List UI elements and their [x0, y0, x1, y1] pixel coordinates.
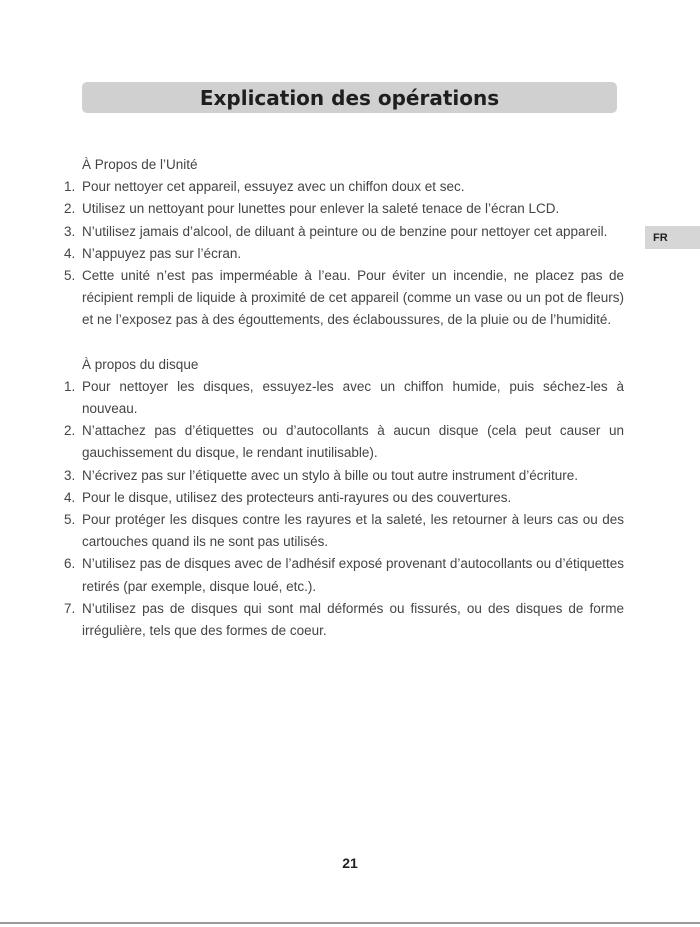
list-item: [64, 176, 624, 198]
list-item: [64, 553, 624, 597]
list-text: Cette unité n’est pas imperméable à l’eau. Pour éviter un incendie, ne placez pas de récipient rempli de liquide à proximité de cet appareil (comme un vase ou un pot de fleurs) et ne l’exposez pas à des égouttements, des éclaboussures, de la pluie ou de l’humidité.: [82, 268, 624, 328]
disc-care-list: [64, 376, 624, 642]
list-number: 6.: [64, 556, 76, 572]
list-item: [64, 376, 624, 420]
list-number: 3.: [64, 223, 76, 239]
language-tab-label: FR: [653, 231, 668, 244]
list-text: N’utilisez pas de disques avec de l’adhésif exposé provenant d’autocollants ou d’étiquettes retirés (par exemple, disque loué, etc.).: [82, 556, 624, 594]
list-number: 4.: [64, 489, 76, 505]
page-title: Explication des opérations: [199, 85, 500, 110]
list-item: [64, 509, 624, 553]
list-item: [64, 487, 624, 509]
bottom-divider: [0, 922, 700, 924]
instructions-content: [64, 154, 624, 642]
list-text: N’appuyez pas sur l’écran.: [82, 245, 242, 261]
list-item: [64, 598, 624, 642]
list-text: N’écrivez pas sur l’étiquette avec un stylo à bille ou tout autre instrument d’écriture.: [82, 467, 578, 483]
list-text: Pour nettoyer les disques, essuyez-les avec un chiffon humide, puis séchez-les à nouveau.: [82, 378, 624, 417]
section-heading-unit: À Propos de l’Unité: [82, 157, 198, 172]
list-text: Utilisez un nettoyant pour lunettes pour enlever la saleté tenace de l’écran LCD.: [82, 201, 560, 217]
list-number: 1.: [64, 179, 76, 195]
list-number: 3.: [64, 467, 76, 483]
list-number: 4.: [64, 245, 76, 261]
language-tab: [645, 226, 700, 249]
list-number: 5.: [64, 268, 76, 284]
list-text: Pour nettoyer cet appareil, essuyez avec un chiffon doux et sec.: [82, 179, 465, 195]
list-item: [64, 221, 624, 243]
list-item: [64, 198, 624, 220]
section-spacer: [64, 332, 624, 354]
list-item: [64, 243, 624, 265]
list-number: 1.: [64, 378, 76, 394]
list-text: N’utilisez pas de disques qui sont mal déformés ou fissurés, ou des disques de forme irrégulière, tels que des formes de coeur.: [82, 600, 624, 639]
unit-care-list: [64, 176, 624, 331]
list-text: N’attachez pas d’étiquettes ou d’autocollants à aucun disque (cela peut causer un gauchissement du disque, le rendant inutilisable).: [82, 423, 624, 461]
section-heading-disc: À propos du disque: [82, 356, 199, 372]
list-text: Pour protéger les disques contre les rayures et la saleté, les retourner à leurs cas ou des cartouches quand ils ne sont pas utilisés.: [82, 512, 624, 550]
list-number: 2.: [64, 423, 76, 439]
list-number: 2.: [64, 201, 76, 217]
page-number: 21: [342, 855, 358, 871]
list-number: 5.: [64, 512, 76, 528]
list-number: 7.: [64, 600, 76, 616]
list-item: [64, 265, 624, 332]
list-item: [64, 465, 624, 487]
list-text: Pour le disque, utilisez des protecteurs anti-rayures ou des couvertures.: [82, 489, 512, 505]
list-text: N’utilisez jamais d’alcool, de diluant à peinture ou de benzine pour nettoyer cet appareil.: [82, 223, 608, 239]
page-title-bar: [82, 82, 617, 113]
list-item: [64, 420, 624, 464]
